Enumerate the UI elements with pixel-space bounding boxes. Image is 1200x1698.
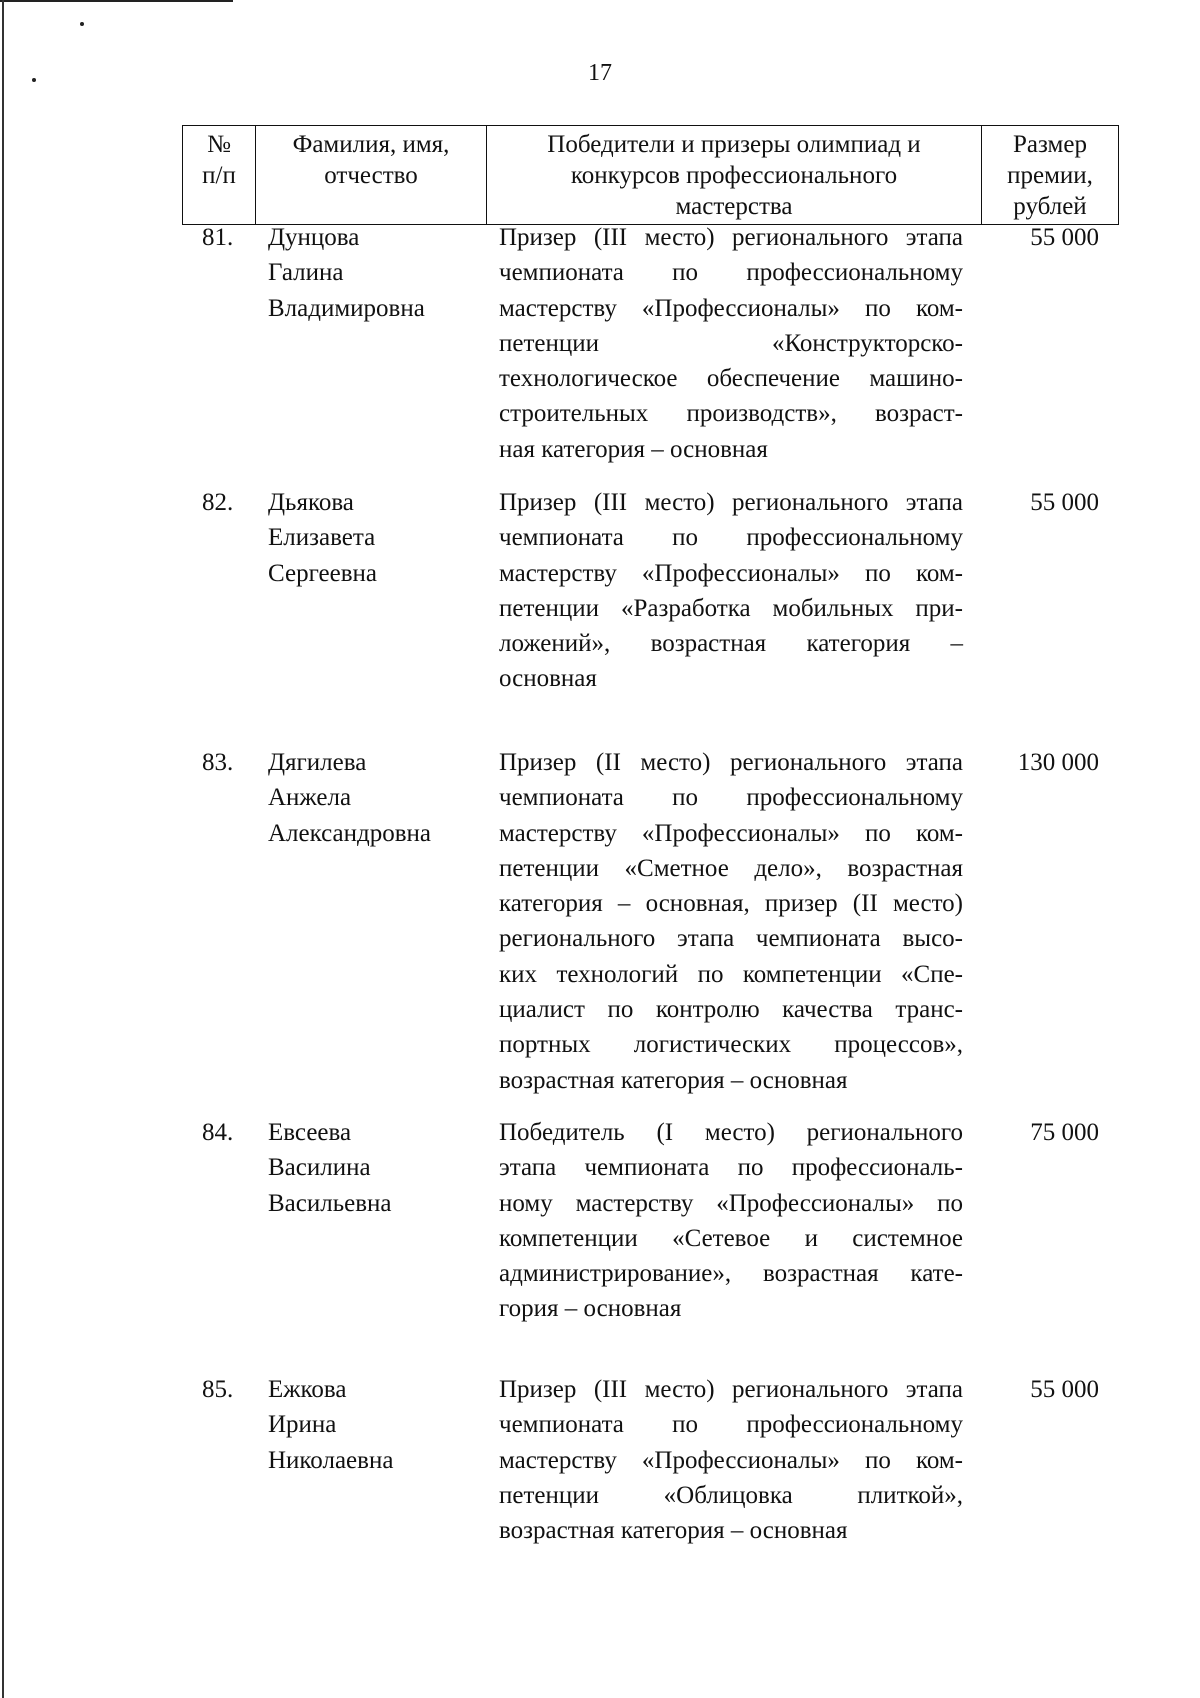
- achievement-line: гория – основная: [499, 1295, 682, 1323]
- row-prize-amount: 75 000: [1030, 1119, 1099, 1146]
- achievement-line: чемпионата по профессиональному: [499, 259, 963, 287]
- header-prize-amount: Размер премии, рублей: [1007, 131, 1093, 220]
- scan-border-left: [2, 0, 4, 1698]
- achievement-line: возрастная категория – основная: [499, 1517, 848, 1545]
- row-number: 85.: [202, 1376, 234, 1403]
- achievement-line: мастерству «Профессионалы» по ком-: [499, 819, 963, 847]
- achievement-line: Призер (II место) регионального этапа: [499, 749, 963, 776]
- achievement-line: ному мастерству «Профессионалы» по: [499, 1189, 963, 1217]
- achievement-line: петенции «Конструкторско-: [499, 329, 963, 357]
- achievement-line: циалист по контролю качества транс-: [499, 996, 963, 1024]
- achievement-line: Победитель (I место) регионального: [499, 1119, 963, 1146]
- row-full-name: Ежкова Ирина Николаевна: [268, 1376, 394, 1474]
- header-achievement: Победители и призеры олимпиад и конкурсов профессионального мастерства: [487, 126, 982, 224]
- achievement-line: мастерству «Профессионалы» по ком-: [499, 559, 963, 587]
- achievement-line: возрастная категория – основная: [499, 1066, 848, 1094]
- row-full-name: Дьякова Елизавета Сергеевна: [268, 489, 377, 587]
- achievement-line: портных логистических процессов»,: [499, 1031, 963, 1059]
- row-achievement: [499, 745, 963, 1098]
- row-prize-amount: 55 000: [1030, 489, 1099, 516]
- row-prize-amount: 130 000: [1017, 749, 1099, 776]
- row-number: 84.: [202, 1119, 234, 1146]
- row-number: 83.: [202, 749, 234, 776]
- header-number: № п/п: [183, 126, 256, 224]
- table-header: [182, 125, 1119, 225]
- row-achievement: [499, 1115, 963, 1327]
- achievement-line: строительных производств», возраст-: [499, 400, 963, 428]
- row-achievement: [499, 1372, 963, 1548]
- achievement-line: мастерству «Профессионалы» по ком-: [499, 1446, 963, 1474]
- achievement-line: Призер (III место) регионального этапа: [499, 224, 963, 251]
- achievement-line: технологическое обеспечение машино-: [499, 365, 963, 393]
- row-full-name: Дягилева Анжела Александровна: [268, 749, 432, 847]
- row-prize-amount: 55 000: [1030, 224, 1099, 251]
- achievement-line: категория – основная, призер (II место): [499, 890, 963, 918]
- scan-border-top: [0, 0, 233, 2]
- achievement-line: компетенции «Сетевое и системное: [499, 1224, 963, 1252]
- achievement-line: регионального этапа чемпионата высо-: [499, 925, 963, 953]
- achievement-line: чемпионата по профессиональному: [499, 1411, 963, 1439]
- achievement-line: чемпионата по профессиональному: [499, 784, 963, 812]
- row-number: 81.: [202, 224, 234, 251]
- row-number: 82.: [202, 489, 234, 516]
- row-achievement: [499, 220, 963, 467]
- row-full-name: Евсеева Василина Васильевна: [268, 1119, 392, 1217]
- scan-speck: [80, 22, 84, 26]
- achievement-line: ких технологий по компетенции «Спе-: [499, 960, 963, 988]
- row-achievement: [499, 485, 963, 697]
- achievement-line: петенции «Сметное дело», возрастная: [499, 854, 963, 882]
- achievement-line: ная категория – основная: [499, 435, 768, 463]
- achievement-line: Призер (III место) регионального этапа: [499, 1376, 963, 1403]
- achievement-line: основная: [499, 665, 597, 693]
- achievement-line: ложений», возрастная категория –: [499, 630, 963, 658]
- achievement-line: этапа чемпионата по профессиональ-: [499, 1154, 963, 1182]
- achievement-line: мастерству «Профессионалы» по ком-: [499, 294, 963, 322]
- page-number: 17: [588, 60, 612, 86]
- row-prize-amount: 55 000: [1030, 1376, 1099, 1403]
- achievement-line: петенции «Облицовка плиткой»,: [499, 1481, 963, 1509]
- achievement-line: администрирование», возрастная кате-: [499, 1260, 963, 1288]
- achievement-line: петенции «Разработка мобильных при-: [499, 594, 963, 622]
- achievement-line: чемпионата по профессиональному: [499, 524, 963, 552]
- header-full-name: Фамилия, имя, отчество: [256, 126, 487, 224]
- row-full-name: Дунцова Галина Владимировна: [268, 224, 425, 322]
- achievement-line: Призер (III место) регионального этапа: [499, 489, 963, 516]
